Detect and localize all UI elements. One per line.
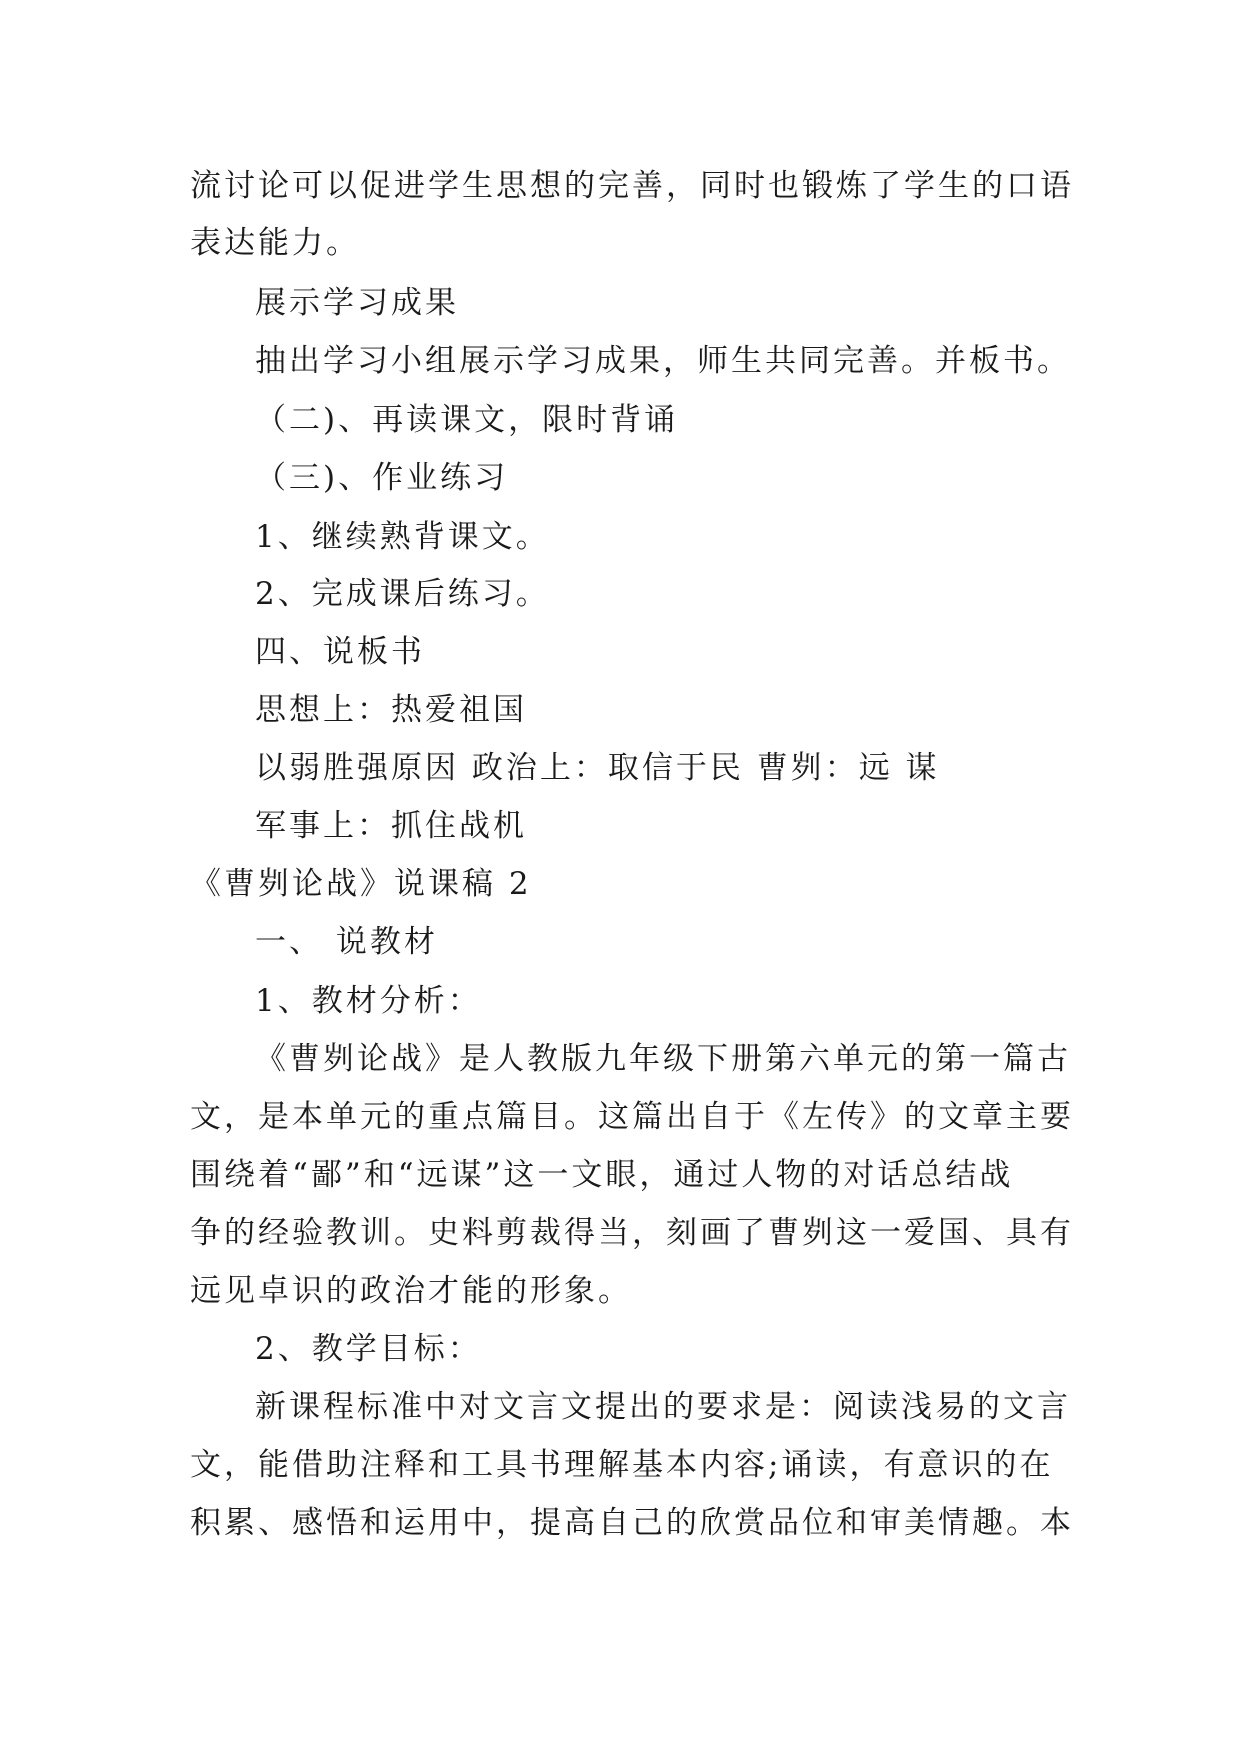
text-line: 文，是本单元的重点篇目。这篇出自于《左传》的文章主要 <box>190 1099 1074 1135</box>
text-line: 抽出学习小组展示学习成果，师生共同完善。并板书。 <box>255 343 1071 379</box>
text-line: 积累、感悟和运用中，提高自己的欣赏品位和审美情趣。本 <box>190 1505 1074 1541</box>
text-line: 一、 说教材 <box>255 924 438 960</box>
text-line: 2、教学目标： <box>255 1331 482 1367</box>
text-line: 1、继续熟背课文。 <box>255 519 550 555</box>
text-line: 2、完成课后练习。 <box>255 576 550 612</box>
text-line: 争的经验教训。史料剪裁得当，刻画了曹刿这一爱国、具有 <box>190 1215 1074 1251</box>
text-line: 文，能借助注释和工具书理解基本内容;诵读，有意识的在 <box>190 1447 1054 1483</box>
text-line: 四、说板书 <box>255 634 425 670</box>
text-line: 以弱胜强原因 政治上：取信于民 曹刿：远 谋 <box>255 750 940 786</box>
text-line: 流讨论可以促进学生思想的完善，同时也锻炼了学生的口语 <box>190 168 1074 204</box>
text-line: 军事上：抓住战机 <box>255 808 527 844</box>
text-line: 远见卓识的政治才能的形象。 <box>190 1273 632 1309</box>
text-line: 1、教材分析： <box>255 983 482 1019</box>
text-line: 表达能力。 <box>190 225 360 261</box>
text-line: （二)、再读课文，限时背诵 <box>255 402 679 438</box>
text-line: 新课程标准中对文言文提出的要求是：阅读浅易的文言 <box>255 1389 1071 1425</box>
text-line: （三)、作业练习 <box>255 460 509 496</box>
text-line: 《曹刿论战》是人教版九年级下册第六单元的第一篇古 <box>255 1041 1071 1077</box>
text-line: 思想上：热爱祖国 <box>255 692 527 728</box>
text-line: 围绕着“鄙”和“远谋”这一文眼，通过人物的对话总结战 <box>190 1157 1014 1193</box>
section-heading: 《曹刿论战》说课稿 2 <box>190 866 532 902</box>
text-line: 展示学习成果 <box>255 285 459 321</box>
